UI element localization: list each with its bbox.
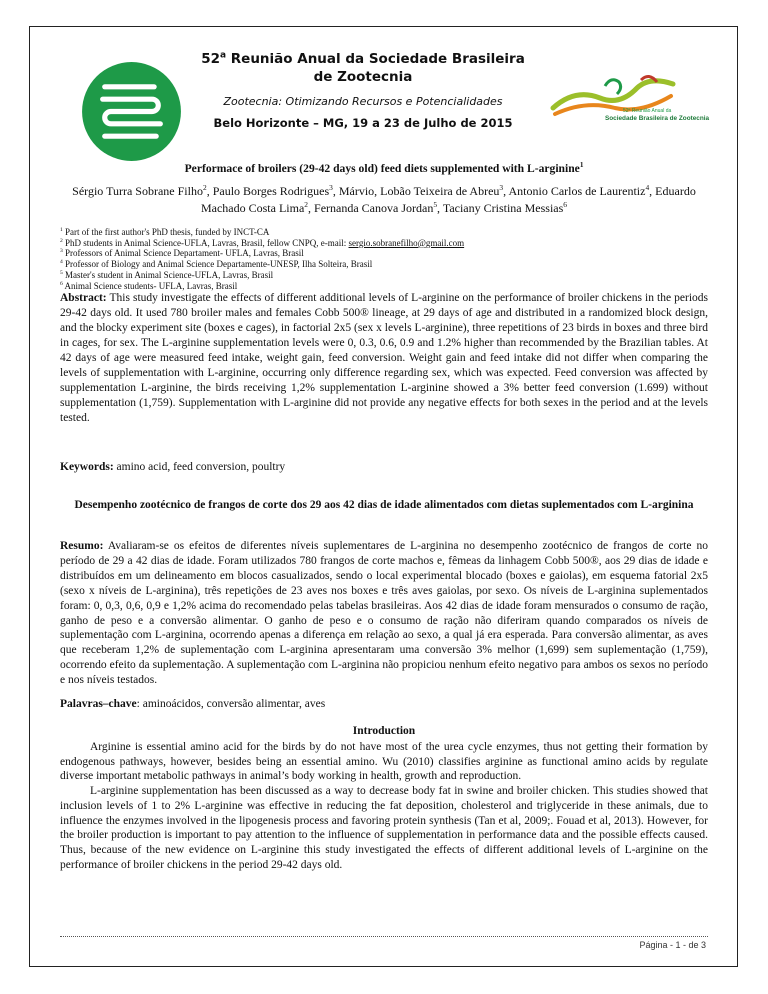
author-affiliation-marker: 3 bbox=[499, 183, 504, 192]
conference-title: 52$^a$ Reunião Anual da Sociedade Brasileira de Zootecnia bbox=[201, 50, 525, 85]
affiliation-item: $^5$ Master's student in Animal Science-UFLA, Lavras, Brasil bbox=[60, 269, 274, 280]
email-link[interactable]: sergio.sobranefilho@gmail.com bbox=[348, 237, 465, 248]
logo-right-text-2: Sociedade Brasileira de Zootecnia bbox=[605, 115, 710, 122]
affiliation-item: $^1$ Part of the first author's PhD thesis, funded by INCT-CA bbox=[60, 227, 270, 237]
section-heading-introduction: Introduction bbox=[352, 725, 416, 737]
abstract bbox=[60, 291, 708, 426]
sbz-circle-logo bbox=[80, 60, 183, 163]
abstract-text: This study investigate the effects of different additional levels of L-arginine on the performance of broiler chickens in the periods 29-42 days old. It used 780 broiler males and females Cobb 500® lineage, at 29 days of age and distributed in a randomized block design, and the blocky experiment site (boxes e cages), in factorial 2x5 (sex x levels L-arginine), three repetitions of 23 birds in boxes and three bird in cages, for sex. The L-arginine supplementation levels were 0, 0.3, 0.6, 0.9 and 1.2% higher than recommended by the Brazilian tables. At 42 days of age were measured feed intake, weight gain, feed conversion. Weight gain and feed intake did not differ when comparing the levels of supplementation with L-arginine, occurring only difference regarding sex, which was expected. Feed conversion was affected by supplementation L-arginine, the birds receiving 1,2% supplementation L-arginine showed a 3% better feed conversion (1.699) without supplementation (1,759). Supplementation with L-arginine did not provide any negative effects for both sexes in the period and at the levels tested. bbox=[60, 292, 708, 424]
intro-paragraph: Arginine is essential amino acid for the birds by do not have most of the urea cycle enzymes, thus not getting their formation by endogenous pathways, however, besides being an essential amino. Wu (2010) classifies arginine as functional amino acids by regulate diverse important metabolic pathways in animal’s body working in health, growth and reproduction. bbox=[60, 741, 708, 783]
footer-divider bbox=[60, 936, 708, 937]
author-name: Paulo Borges Rodrigues bbox=[212, 184, 330, 198]
intro-paragraph: L-arginine supplementation has been discussed as a way to decrease body fat in swine and broiler chicken. This studies showed that inclusion levels of 1 to 2% L-arginine was effective in reducing the fat deposition, cholesterol and triglyceride in these animals, due to influence the enzymes involved in the lipogenesis process and favoring protein synthesis (Tan et al, 2009;. Fouad et al, 2013). However, for the broiler production is important to pay attention to the influence of supplementation in performance data and the possible effects caused. Thus, because of the new evidence on L-arginine this study investigated the effects of different additional levels of L-arginine on the performance of broiler chickens in the period 29-42 days old. bbox=[60, 785, 708, 871]
author-name: Sérgio Turra Sobrane Filho bbox=[72, 184, 203, 198]
author-list: Sérgio Turra Sobrane Filho$^2$, Paulo Borges Rodrigues$^3$, Márvio, Lobão Teixeira de Abreu$^3$, Antonio Carlos de Laurentiz$^4$, Eduardo Machado Costa Lima$^2$, Fernanda Canova Jordan$^5$, Taciany Cristina Messias$^6$ bbox=[72, 183, 696, 215]
affiliation-item: $^3$ Professors of Animal Science Departament- UFLA, Lavras, Brasil bbox=[60, 248, 304, 259]
palavras-label: Palavras–chave bbox=[60, 698, 137, 710]
affiliation-item: $^4$ Professor of Biology and Animal Science Departamente-UNESP, Ilha Solteira, Brasil bbox=[60, 259, 373, 270]
conference-subtitle: Zootecnia: Otimizando Recursos e Potencialidades bbox=[223, 95, 503, 108]
resumo-text: Avaliaram-se os efeitos de diferentes níveis suplementares de L-arginina no desempenho zootécnico de frangos de corte no período de 29 a 42 dias de idade. Foram utilizados 780 frangos de corte machos e, fêmeas da linhagem Cobb 500®, aos 29 dias de idade e distribuídos em um delineamento em blocos casualizados, sendo o local experimental blocado (boxes e gaiolas), em esquema fatorial 2x5 (sexo x níveis de L-arginina), três repetições de 23 aves nos boxes e três aves gaiolas, por sexo. Os níveis de L-arginina suplementados foram: 0, 0,3, 0,6, 0,9 e 1,2% acima do recomendado pelas tabelas brasileiras. Aos 42 dias de idade foram mensurados o consumo de ração, ganho de peso e a conversão alimentar. O ganho de peso e o consumo de ração não diferiram quando comparados os níveis de suplementação com L-arginina, ocorrendo apenas a diferença em relação ao sexo, a qual já era esperada. Para conversão alimentar, as aves que receberam 1,2% de suplementação com L-arginina apresentaram uma conversão 3% melhor (1,699) sem suplementação (1,759), ocorrendo efeito da suplementação. A suplementação com L-arginina não propiciou nenhum efeito negativo para ambos os sexos no período e nos níveis testados. bbox=[60, 540, 708, 687]
reuniao-anual-logo bbox=[545, 66, 710, 128]
resumo bbox=[60, 539, 708, 688]
keywords-label: Keywords: bbox=[60, 461, 114, 473]
keywords-text: amino acid, feed conversion, poultry bbox=[113, 461, 286, 473]
author-name: Márvio, Lobão Teixeira de Abreu bbox=[338, 184, 500, 198]
resumo-label: Resumo: bbox=[60, 540, 104, 552]
author-affiliation-marker: 6 bbox=[563, 199, 568, 209]
author-affiliation-marker: 5 bbox=[433, 199, 438, 209]
author-name: Antonio Carlos de Laurentiz bbox=[508, 184, 646, 198]
paper-title: Performace of broilers (29-42 days old) feed diets supplemented with L-arginine$^1$ bbox=[184, 161, 584, 175]
author-affiliation-marker: 3 bbox=[329, 183, 333, 192]
affiliation-item: $^6$ Animal Science students- UFLA, Lavras, Brasil bbox=[60, 280, 238, 291]
keywords bbox=[60, 461, 708, 473]
author-affiliation-marker: 2 bbox=[202, 183, 207, 192]
introduction-body bbox=[60, 740, 708, 872]
portuguese-title: Desempenho zootécnico de frangos de corte dos 29 aos 42 dias de idade alimentados com dietas suplementados com L-arginina bbox=[74, 499, 694, 511]
palavras-text: : aminoácidos, conversão alimentar, aves bbox=[136, 698, 326, 710]
author-affiliation-marker: 4 bbox=[645, 183, 650, 192]
affiliation-item: $^2$ PhD students in Animal Science-UFLA, Lavras, Brasil, fellow CNPQ, e-mail: sergio.sobranefilho@gmail.com bbox=[60, 237, 465, 248]
logo-right-text-1: 52ª Reunião Anual da bbox=[623, 108, 672, 114]
author-name: Taciany Cristina Messias bbox=[442, 200, 564, 215]
author-name: Fernanda Canova Jordan bbox=[314, 200, 434, 215]
conference-header bbox=[196, 50, 530, 130]
abstract-label: Abstract: bbox=[60, 292, 107, 304]
author-affiliation-marker: 2 bbox=[304, 199, 309, 209]
conference-place: Belo Horizonte – MG, 19 a 23 de Julho de 2015 bbox=[213, 116, 513, 130]
author-name: Eduardo Machado Costa Lima bbox=[200, 184, 696, 215]
palavras-chave bbox=[60, 698, 708, 710]
affiliations bbox=[60, 227, 708, 291]
page-number: Página - 1 - de 3 bbox=[639, 940, 706, 950]
